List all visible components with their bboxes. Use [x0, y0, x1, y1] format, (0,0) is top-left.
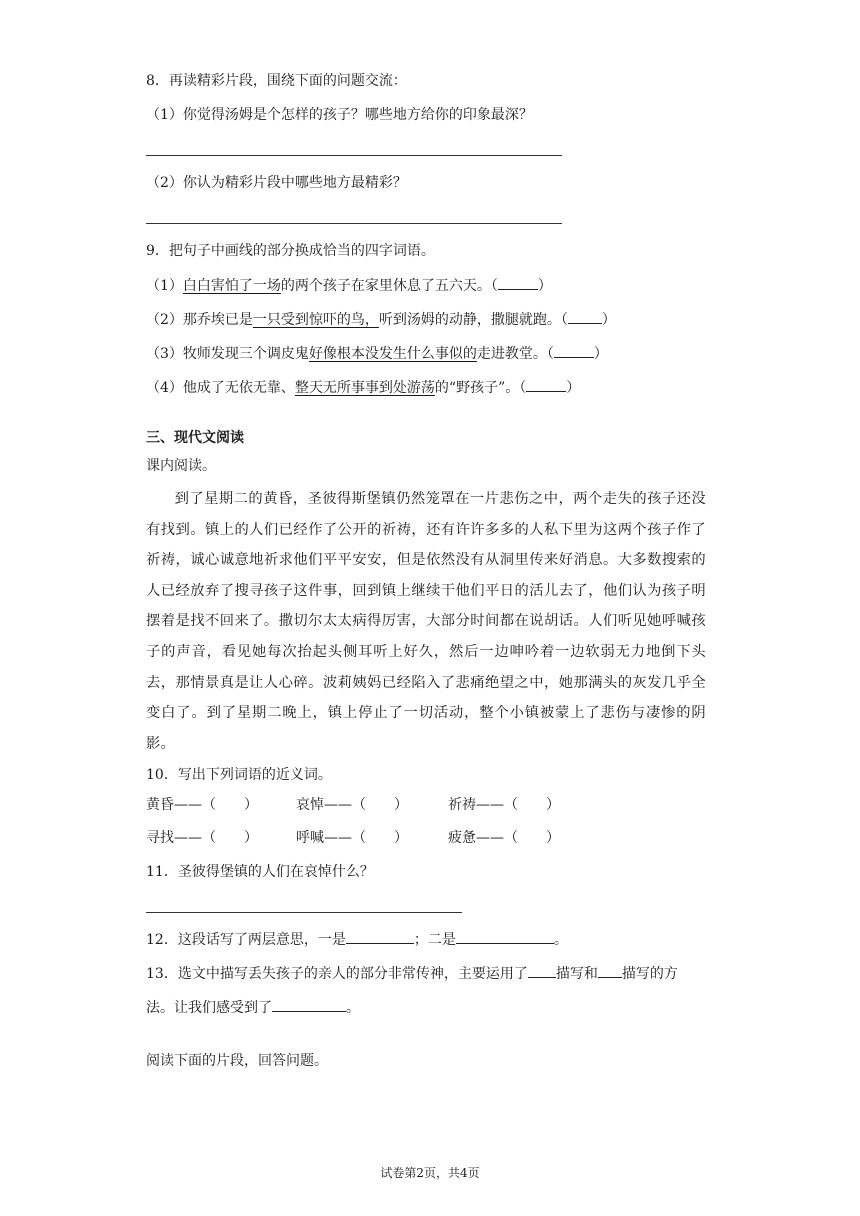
question-12-text: ；二是: [413, 932, 456, 948]
sentence-prefix: （2）那乔埃已是: [146, 312, 253, 328]
answer-blank[interactable]: [528, 963, 556, 978]
answer-blank[interactable]: [568, 309, 602, 324]
question-11-stem: 11．圣彼得堡镇的人们在哀悼什么？: [146, 864, 374, 880]
next-reading-prompt: 阅读下面的片段，回答问题。: [146, 1053, 328, 1069]
question-12-text: 12．这段话写了两层意思，一是: [146, 932, 346, 948]
sentence-text: 的两个孩子在家里休息了五六天。（: [280, 278, 498, 294]
section-intro: 课内阅读。: [146, 458, 216, 474]
underlined-phrase: 白白害怕了一场: [182, 278, 281, 294]
vocab-item: 疲惫——（ ）: [448, 830, 560, 846]
question-13-text: 描写和: [555, 966, 598, 982]
answer-line-11[interactable]: [146, 912, 462, 913]
question-9-sentence-3: [146, 343, 608, 364]
question-13-text: 描写的方: [621, 966, 678, 982]
underlined-phrase: 一只受到惊吓的鸟，: [252, 312, 379, 328]
sentence-prefix: （3）牧师发现三个调皮鬼: [146, 346, 309, 362]
sentence-text: 听到汤姆的动静，撒腿就跑。（: [378, 312, 568, 328]
question-13-text: 。: [346, 1000, 360, 1016]
question-10-stem: 10．写出下列词语的近义词。: [146, 767, 332, 783]
question-9-sentence-1: [146, 275, 552, 296]
answer-line-8-1[interactable]: [146, 155, 562, 156]
answer-blank[interactable]: [498, 275, 538, 290]
sentence-prefix: （1）: [146, 278, 183, 294]
closing-paren: ）: [601, 312, 616, 328]
answer-blank[interactable]: [272, 997, 346, 1012]
page-footer: 试卷第2页，共4页: [380, 1166, 480, 1180]
question-12-text: 。: [553, 932, 568, 948]
answer-blank[interactable]: [346, 929, 414, 944]
sentence-text: 的“野孩子”。（: [434, 380, 527, 396]
vocab-item: 黄昏——（ ）: [146, 797, 258, 813]
answer-blank[interactable]: [456, 929, 554, 944]
question-9-stem: 9．把句子中画线的部分换成恰当的四字词语。: [146, 243, 435, 259]
closing-paren: ）: [537, 278, 552, 294]
question-9-sentence-2: [146, 309, 616, 330]
underlined-phrase: 好像根本没发生什么事似的: [308, 346, 477, 362]
underlined-phrase: 整天无所事事到处游荡: [294, 380, 435, 396]
vocab-item: 祈祷——（ ）: [448, 797, 560, 813]
sentence-prefix: （4）他成了无依无靠、: [146, 380, 295, 396]
answer-line-8-2[interactable]: [146, 223, 562, 224]
vocab-item: 呼喊——（ ）: [296, 830, 408, 846]
answer-blank[interactable]: [554, 343, 594, 358]
question-8-sub1: （1）你觉得汤姆是个怎样的孩子？哪些地方给你的印象最深？: [146, 107, 533, 123]
question-8-stem: 8．再读精彩片段，围绕下面的问题交流：: [146, 73, 407, 89]
answer-blank[interactable]: [598, 963, 622, 978]
closing-paren: ）: [593, 346, 608, 362]
question-8-sub2: （2）你认为精彩片段中哪些地方最精彩？: [146, 175, 407, 191]
vocab-item: 哀悼——（ ）: [296, 797, 408, 813]
question-12: [146, 929, 568, 950]
question-9-sentence-4: [146, 377, 580, 398]
sentence-text: 走进教堂。（: [476, 346, 554, 362]
question-13-text: 法。让我们感受到了: [146, 1000, 272, 1016]
question-13-text: 13．选文中描写丢失孩子的亲人的部分非常传神，主要运用了: [146, 966, 528, 982]
answer-blank[interactable]: [526, 377, 566, 392]
closing-paren: ）: [566, 380, 581, 396]
reading-passage: 到了星期二的黄昏，圣彼得斯堡镇仍然笼罩在一片悲伤之中，两个走失的孩子还没有找到。镇上的人们已经作了公开的祈祷，还有许许多多的人私下里为这两个孩子作了祈祷，诚心诚意地祈求他们平平安安，但是依然没有从洞里传来好消息。大多数搜索的人已经放弃了搜寻孩子这件事，回到镇上继续干他们平日的活儿去了，他们认为孩子明摆着是找不回来了。撒切尔太太病得厉害，大部分时间都在说胡话。人们听见她呼喊孩子的声音，看见她每次抬起头侧耳听上好久，然后一边呻吟着一边软弱无力地倒下头去，那情景真是让人心碎。波莉姨妈已经陷入了悲痛绝望之中，她那满头的灰发几乎全变白了。到了星期二晚上，镇上停止了一切活动，整个小镇被蒙上了悲伤与凄惨的阴影。: [146, 491, 706, 752]
question-13-line-1: [146, 963, 678, 984]
section-title: 三、现代文阅读: [146, 430, 244, 446]
question-13-line-2: [146, 997, 360, 1018]
vocab-item: 寻找——（ ）: [146, 830, 258, 846]
